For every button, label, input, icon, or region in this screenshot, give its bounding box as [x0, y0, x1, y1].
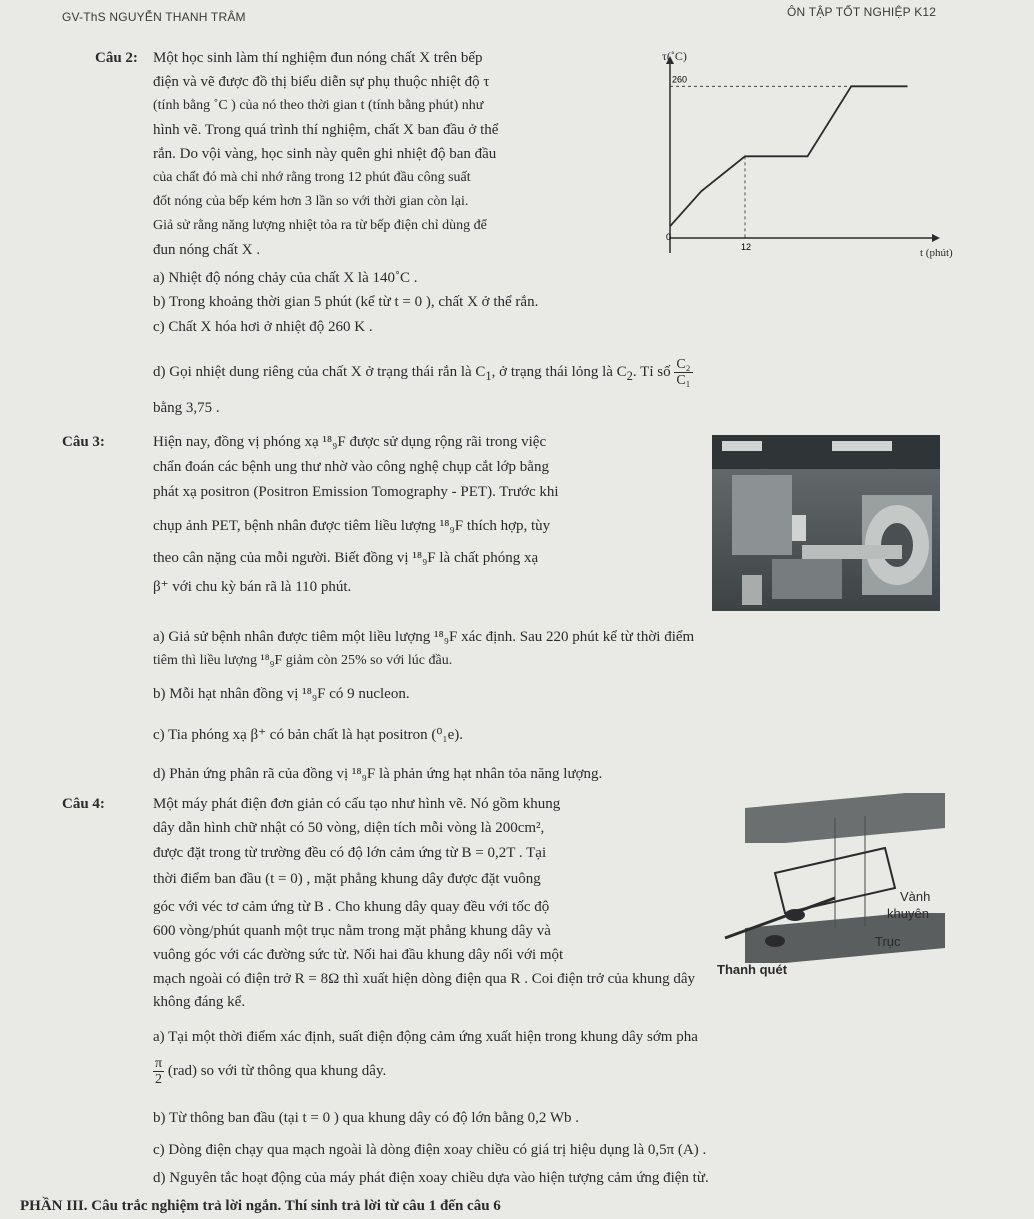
q3-line: phát xạ positron (Positron Emission Tomography - PET). Trước khi: [153, 484, 559, 500]
q3-statement-a-cont: tiêm thì liều lượng ¹⁸₉F giảm còn 25% so với lúc đầu.: [153, 653, 453, 668]
q2-d-sub1: 1: [485, 368, 492, 383]
header-author: GV-ThS NGUYỄN THANH TRÂM: [62, 10, 246, 24]
q2-statement-c: c) Chất X hóa hơi ở nhiệt độ 260 K .: [153, 319, 373, 335]
y-tick-label: 260: [672, 74, 688, 85]
q4-line: Một máy phát điện đơn giản có cấu tạo như hình vẽ. Nó gồm khung: [153, 796, 561, 812]
series-line: [670, 86, 908, 226]
q2-line: điện và vẽ được đồ thị biểu diễn sự phụ thuộc nhiệt độ τ: [153, 74, 490, 90]
q3-statement-c: c) Tia phóng xạ β⁺ có bản chất là hạt positron (⁰₁e).: [153, 727, 464, 743]
y-axis-label: τ(˚C): [662, 49, 687, 63]
q2-line: Giả sử rằng năng lượng nhiệt tỏa ra từ bếp điện chỉ dùng để: [153, 218, 487, 233]
q2-ratio-fraction: [674, 357, 692, 388]
q4-line: mạch ngoài có điện trở R = 8Ω thì xuất hiện dòng điện qua R . Coi điện trở của khung dây: [153, 971, 696, 987]
temperature-time-chart: [640, 48, 970, 263]
q3-statement-d: d) Phản ứng phân rã của đồng vị ¹⁸₉F là phản ứng hạt nhân tỏa năng lượng.: [153, 766, 603, 782]
label-brush: Thanh quét: [717, 962, 788, 977]
q3-line: chụp ảnh PET, bệnh nhân được tiêm liều lượng ¹⁸₉F thích hợp, tùy: [153, 518, 551, 534]
q3-line: theo cân nặng của mỗi người. Biết đồng vị ¹⁸₉F là chất phóng xạ: [153, 550, 539, 566]
q2-line: đốt nóng của bếp kém hơn 3 lần so với thời gian còn lại.: [153, 194, 469, 209]
fraction-denominator: 2: [155, 1072, 163, 1087]
label-axis: Trục: [875, 934, 901, 949]
q3-statement-a: a) Giả sử bệnh nhân được tiêm một liều lượng ¹⁸₉F xác định. Sau 220 phút kể từ thời điểm: [153, 629, 695, 645]
q2-d-sub2: 2: [626, 368, 633, 383]
x-axis-label: t (phút): [920, 247, 953, 259]
fraction-numerator: π: [155, 1056, 163, 1071]
q4-statement-a-cont: [153, 1056, 386, 1087]
pet-scanner-photo: [712, 435, 940, 611]
q4-line: không đáng kể.: [153, 994, 246, 1010]
fraction-numerator: C₂: [676, 357, 691, 372]
q2-d-start: d) Gọi nhiệt dung riêng của chất X ở trạng thái rắn là C: [153, 363, 486, 380]
q3-line: chẩn đoán các bệnh ung thư nhờ vào công nghệ chụp cắt lớp bằng: [153, 459, 549, 475]
q4-line: 600 vòng/phút quanh một trục nằm trong mặt phẳng khung dây và: [153, 923, 551, 939]
q2-line: rắn. Do vội vàng, học sinh này quên ghi nhiệt độ ban đầu: [153, 146, 497, 162]
q2-line: Một học sinh làm thí nghiệm đun nóng chất X trên bếp: [153, 50, 483, 66]
q4-statement-d: d) Nguyên tắc hoạt động của máy phát điện xoay chiều dựa vào hiện tượng cảm ứng điện từ.: [153, 1170, 709, 1186]
slip-ring: [765, 935, 785, 947]
slip-ring: [785, 909, 805, 921]
q2-statement-d: [153, 357, 693, 388]
q4-line: vuông góc với các đường sức từ. Nối hai đầu khung dây nối với một: [153, 947, 564, 963]
fraction-denominator: C₁: [676, 373, 691, 388]
x-axis-arrow: [932, 234, 940, 242]
section-heading: PHẦN III. Câu trắc nghiệm trả lời ngắn. Thí sinh trả lời từ câu 1 đến câu 6: [20, 1198, 501, 1214]
q2-d-end: . Tỉ số: [632, 363, 671, 380]
header-course: ÔN TẬP TỐT NGHIỆP K12: [787, 5, 937, 19]
q2-label: Câu 2:: [95, 50, 138, 66]
x-tick-label: 12: [741, 242, 752, 252]
q4-a-tail: (rad) so với từ thông qua khung dây.: [167, 1062, 387, 1079]
q3-line: Hiện nay, đồng vị phóng xạ ¹⁸₉F được sử dụng rộng rãi trong việc: [153, 434, 547, 450]
q3-statement-b: b) Mỗi hạt nhân đồng vị ¹⁸₉F có 9 nucleon.: [153, 686, 410, 702]
q3-label: Câu 3:: [62, 434, 105, 450]
pi-half-fraction: [153, 1056, 164, 1087]
q4-label: Câu 4:: [62, 796, 105, 812]
q4-statement-b: b) Từ thông ban đầu (tại t = 0 ) qua khung dây có độ lớn bằng 0,2 Wb .: [153, 1110, 579, 1126]
q4-line: được đặt trong từ trường đều có độ lớn cảm ứng từ B = 0,2T . Tại: [153, 845, 547, 861]
q4-statement-c: c) Dòng điện chạy qua mạch ngoài là dòng điện xoay chiều có giá trị hiệu dụng là 0,5π (A) .: [153, 1142, 707, 1158]
q2-line: đun nóng chất X .: [153, 242, 261, 258]
q2-line: (tính bằng ˚C ) của nó theo thời gian t (tính bằng phút) như: [153, 98, 484, 113]
generator-diagram: [715, 778, 950, 978]
q2-d-line2: bằng 3,75 .: [153, 400, 220, 416]
q2-line: của chất đó mà chỉ nhớ rằng trong 12 phút đầu công suất: [153, 170, 471, 185]
q2-line: hình vẽ. Trong quá trình thí nghiệm, chất X ban đầu ở thể: [153, 122, 499, 138]
q4-line: dây dẫn hình chữ nhật có 50 vòng, diện tích mỗi vòng là 200cm²,: [153, 820, 545, 836]
label-ring: Vành: [900, 889, 931, 904]
q2-statement-a: a) Nhiệt độ nóng chảy của chất X là 140˚C .: [153, 270, 418, 286]
q2-d-mid: , ở trạng thái lỏng là C: [491, 363, 627, 380]
q4-line: góc với véc tơ cảm ứng từ B . Cho khung dây quay đều với tốc độ: [153, 899, 550, 915]
q2-statement-b: b) Trong khoảng thời gian 5 phút (kể từ t = 0 ), chất X ở thể rắn.: [153, 294, 539, 310]
x-tick-label: 0: [666, 232, 672, 242]
q3-line: β⁺ với chu kỳ bán rã là 110 phút.: [153, 579, 352, 595]
q4-line: thời điểm ban đầu (t = 0) , mặt phẳng khung dây được đặt vuông: [153, 871, 541, 887]
label-ring-2: khuyên: [887, 906, 929, 921]
magnet-pole-top: [745, 793, 945, 843]
q4-statement-a: a) Tại một thời điểm xác định, suất điện động cảm ứng xuất hiện trong khung dây sớm pha: [153, 1029, 698, 1045]
